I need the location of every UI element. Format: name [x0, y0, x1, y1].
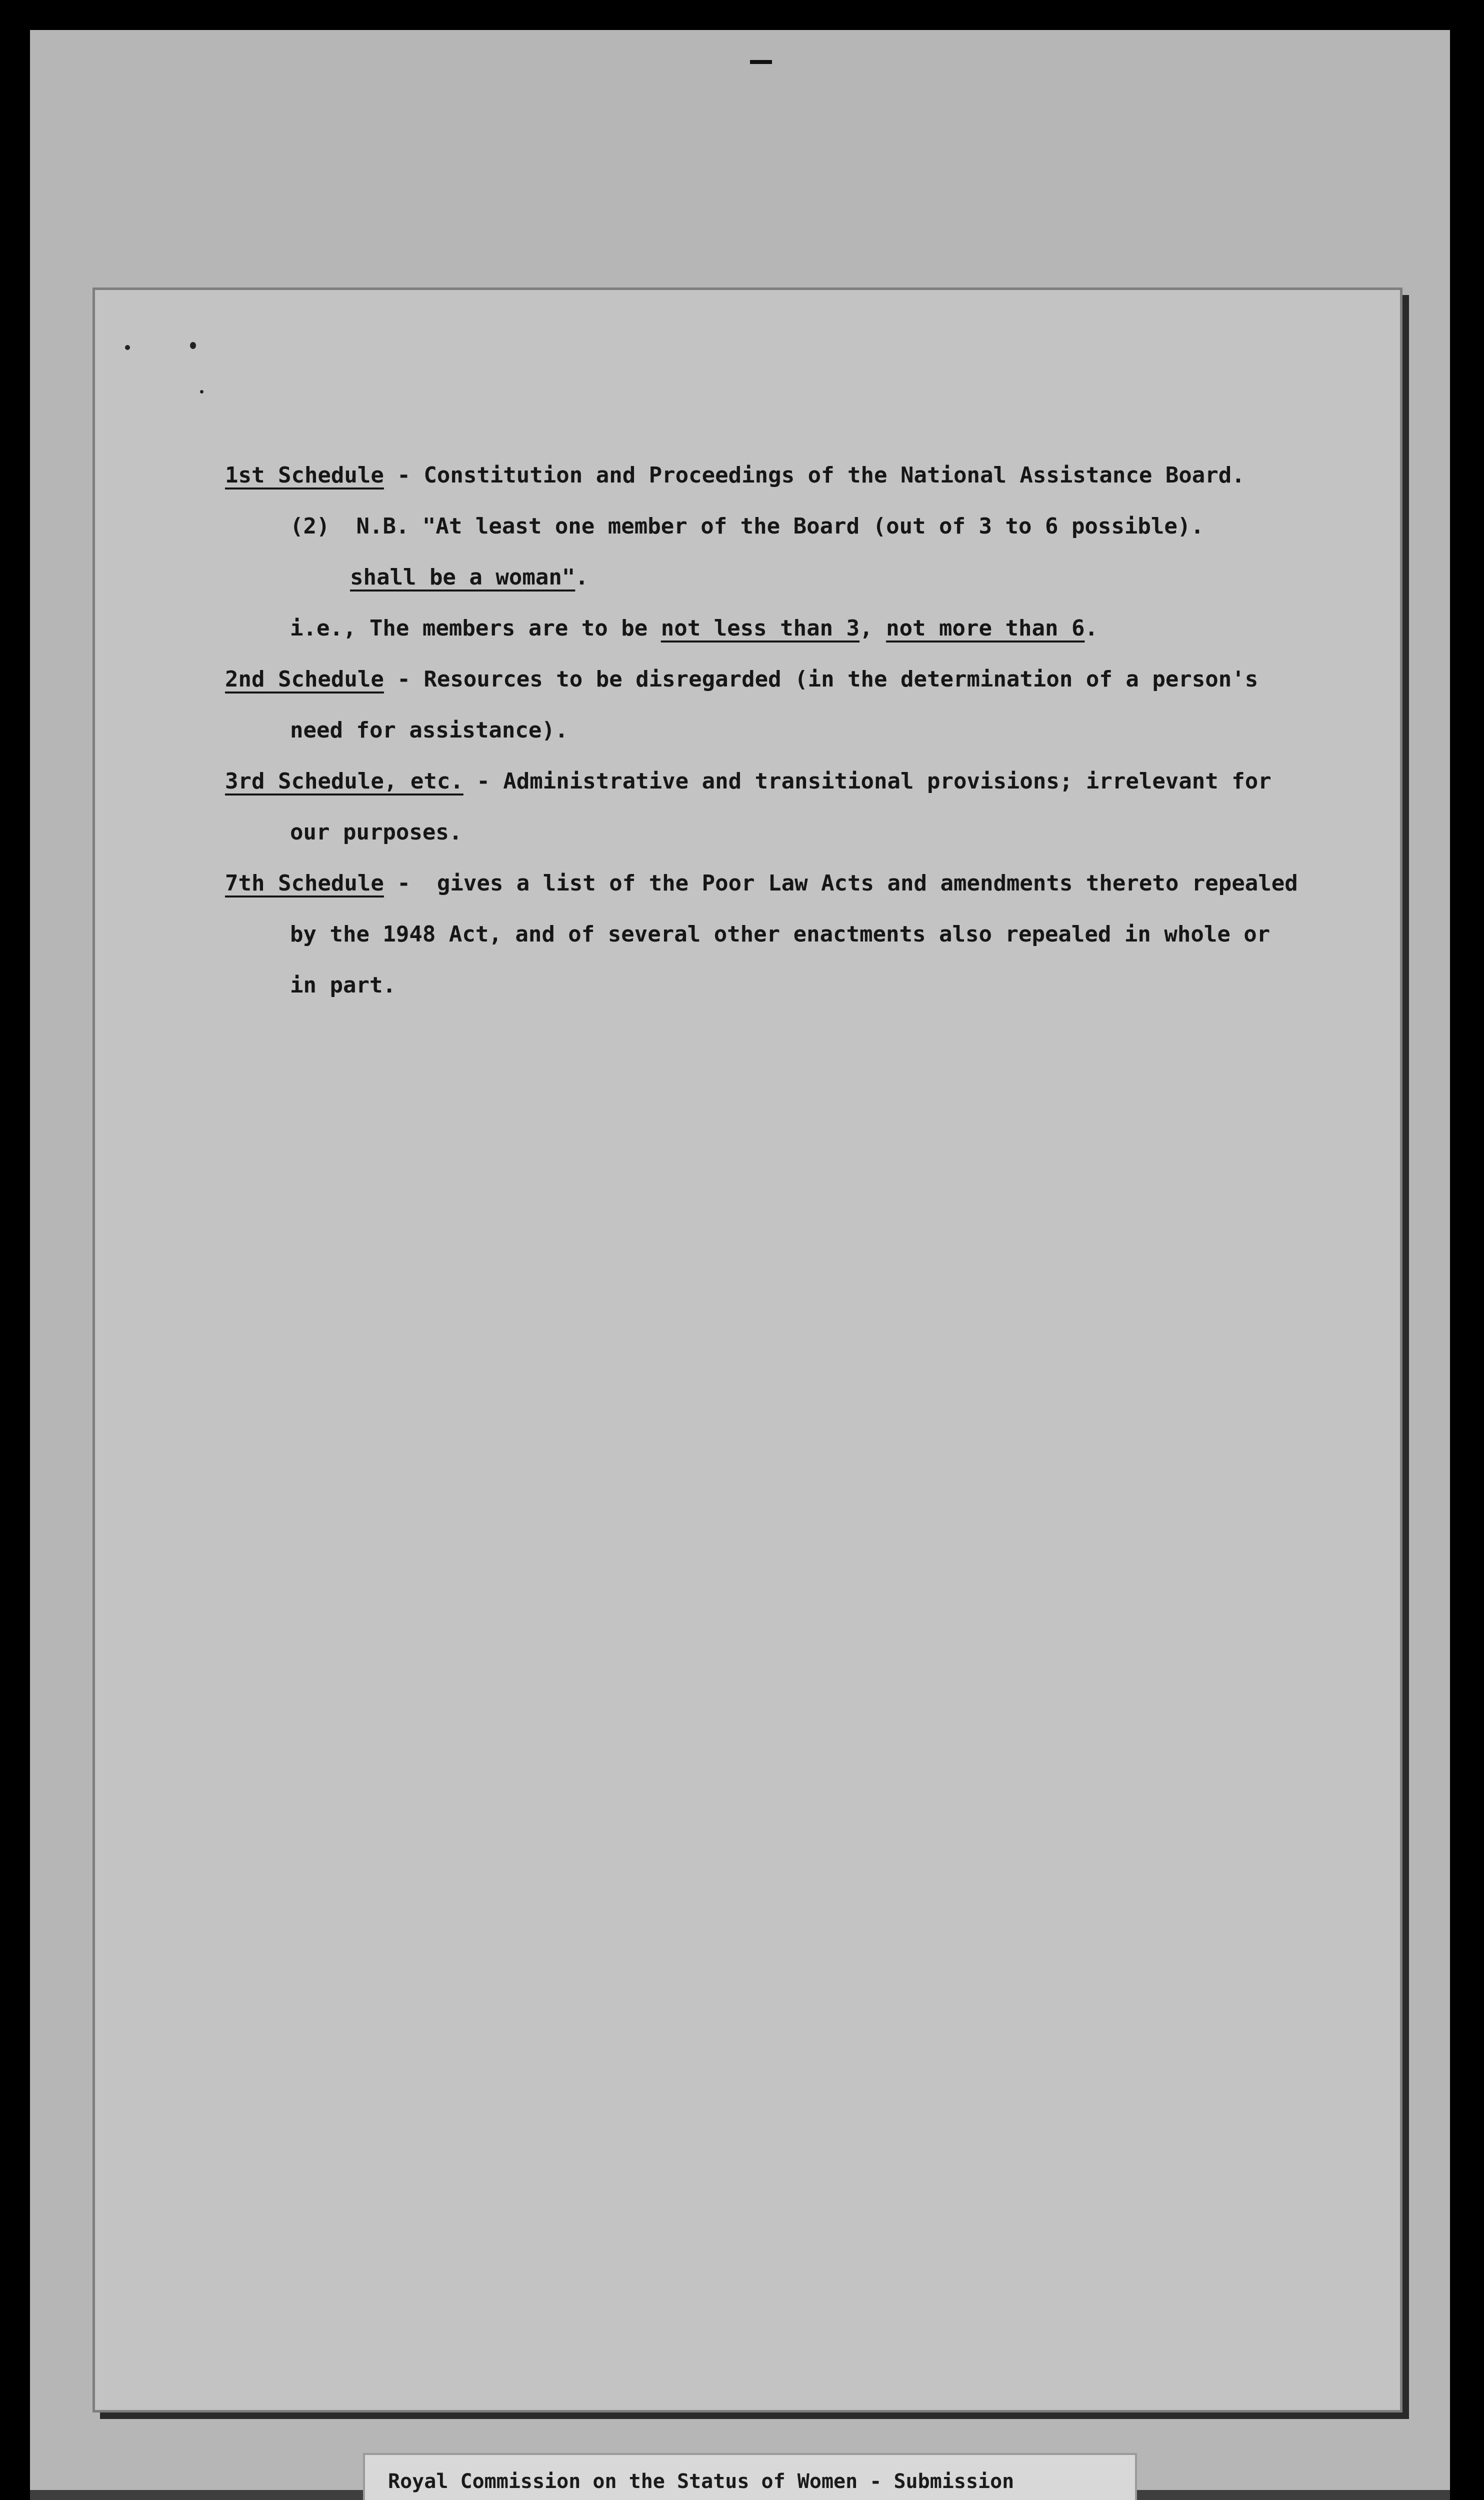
top-mark: [750, 60, 772, 64]
schedule-2-cont: need for assistance).: [290, 718, 568, 743]
ie-mid: ,: [860, 616, 886, 641]
schedule-7-line: [225, 858, 1375, 909]
note-underlined-text: shall be a woman": [350, 564, 576, 590]
schedule-7-cont-1: by the 1948 Act, and of several other enactments also repealed in whole or: [290, 922, 1270, 947]
schedule-7-text: - gives a list of the Poor Law Acts and amendments thereto repealed: [384, 870, 1298, 896]
speck: [190, 342, 196, 349]
note-number: (2): [290, 514, 330, 539]
ie-underlined-1: not less than 3: [660, 616, 860, 641]
schedule-2-heading: 2nd Schedule: [225, 666, 384, 692]
schedule-2-line: [225, 654, 1375, 705]
schedule-1-line: [225, 450, 1375, 501]
ie-end: .: [1084, 616, 1098, 641]
note-tail: .: [575, 564, 588, 590]
ie-underlined-2: not more than 6: [886, 616, 1085, 641]
archive-label-card: [365, 2455, 1135, 2500]
speck: [200, 390, 204, 394]
schedule-7-cont-2: in part.: [290, 972, 396, 998]
schedule-3-line: [225, 756, 1375, 807]
schedule-3-cont: our purposes.: [290, 820, 462, 845]
schedule-2-text: - Resources to be disregarded (in the determination of a person's: [384, 666, 1258, 692]
note-line-2: [225, 552, 1375, 603]
speck: [125, 345, 130, 350]
schedule-3-text: - Administrative and transitional provisions; irrelevant for: [463, 768, 1272, 794]
ie-line: [225, 603, 1375, 654]
document-body: [225, 450, 1375, 1011]
note-text-1: N.B. "At least one member of the Board (out of 3 to 6 possible).: [330, 514, 1204, 539]
schedule-3-heading: 3rd Schedule, etc.: [225, 768, 464, 794]
schedule-1-text: - Constitution and Proceedings of the National Assistance Board.: [384, 462, 1245, 488]
ie-prefix: i.e., The members are to be: [290, 616, 661, 641]
archive-label-line-1: Royal Commission on the Status of Women - Submission: [388, 2470, 1014, 2493]
note-line-1: [225, 501, 1375, 552]
document-page: [95, 290, 1400, 2410]
schedule-1-heading: 1st Schedule: [225, 462, 384, 488]
schedule-7-heading: 7th Schedule: [225, 870, 384, 896]
